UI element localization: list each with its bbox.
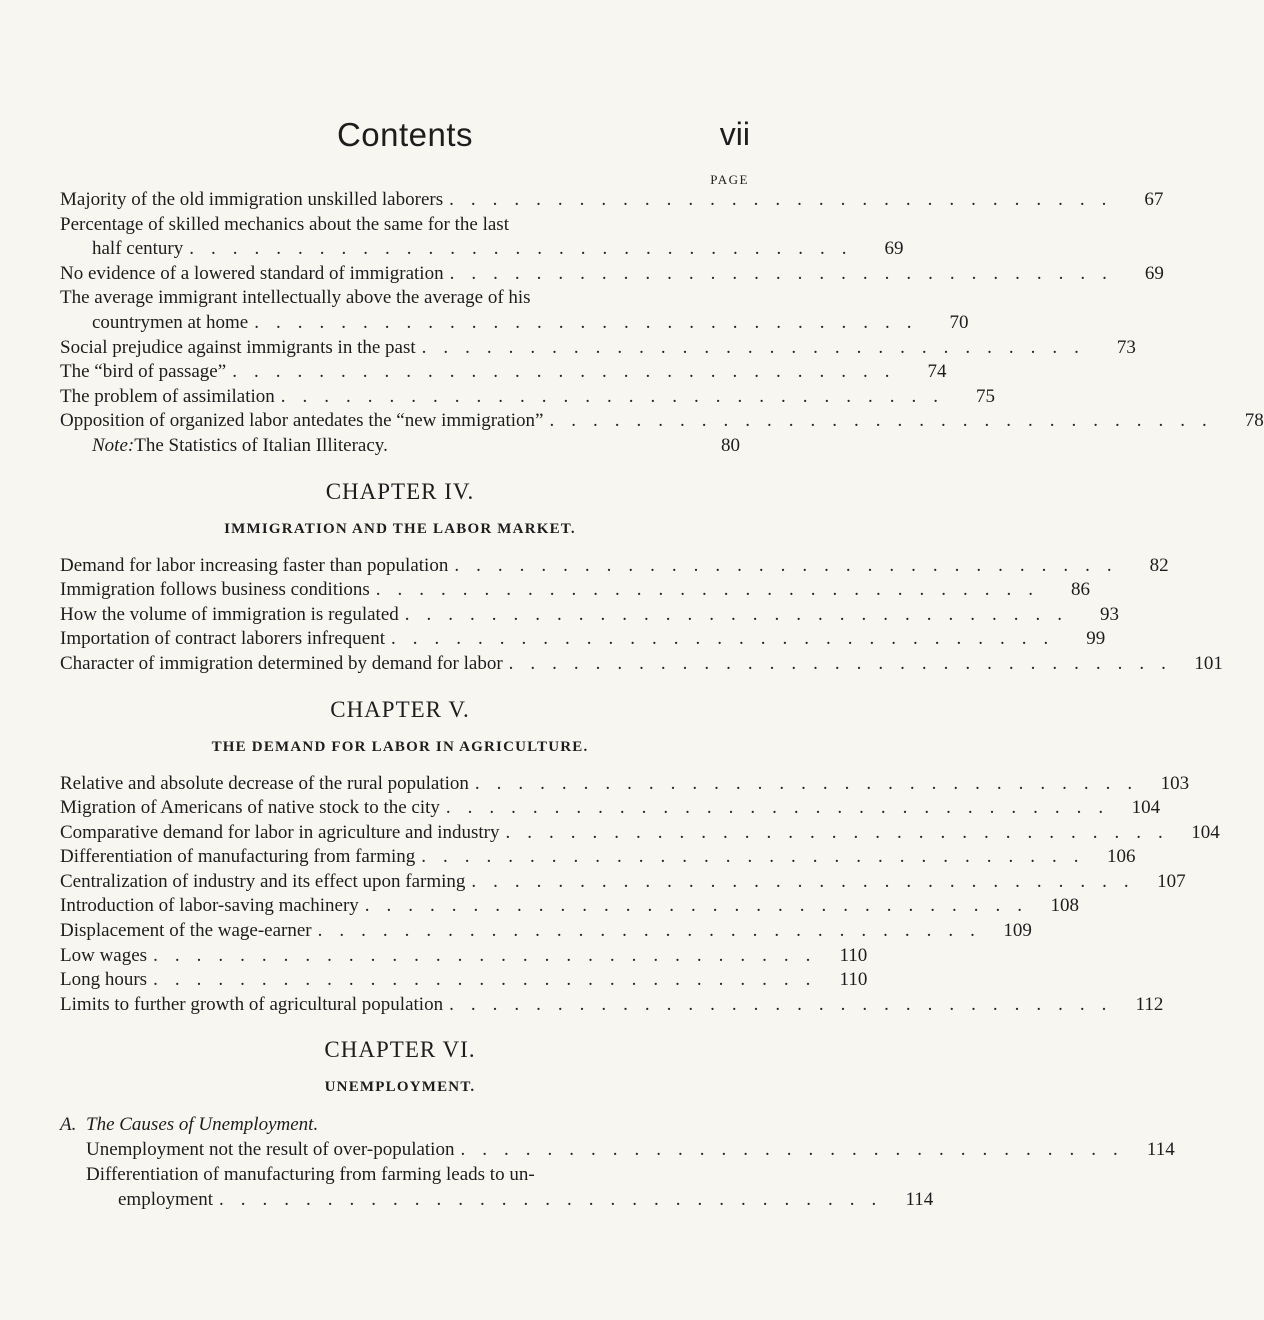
toc-entry-line bbox=[60, 286, 740, 311]
page-number: 86 bbox=[1071, 579, 1091, 601]
toc-entry-text: Character of immigration determined by demand for labor bbox=[60, 652, 503, 674]
leader-dots: ............................... bbox=[404, 603, 1080, 625]
toc-entry bbox=[60, 434, 740, 459]
toc-entry-line bbox=[86, 1138, 1175, 1163]
toc-entry-line bbox=[92, 434, 740, 459]
toc-entry bbox=[60, 944, 868, 969]
page-number: 101 bbox=[1194, 652, 1223, 674]
toc-entry-text: No evidence of a lowered standard of immigration bbox=[60, 262, 444, 284]
page-number: 114 bbox=[905, 1188, 934, 1210]
toc-entry bbox=[60, 870, 1186, 895]
toc-entry bbox=[60, 845, 1136, 870]
leader-dots: ............................... bbox=[471, 870, 1146, 892]
toc-entry-text: Opposition of organized labor antedates the “new immigration” bbox=[60, 410, 544, 432]
page-number: 103 bbox=[1160, 772, 1190, 794]
page-number: 69 bbox=[1144, 262, 1164, 284]
note-label: Note: bbox=[92, 434, 135, 456]
toc-entry-line bbox=[60, 821, 1220, 846]
toc-list-chapter-6 bbox=[60, 1138, 1175, 1212]
toc-entry-text: Centralization of industry and its effect upon farming bbox=[60, 870, 466, 892]
chapter-heading: CHAPTER IV. bbox=[325, 478, 475, 504]
toc-entry bbox=[86, 1138, 1175, 1163]
page-number: 75 bbox=[976, 385, 996, 407]
page-number: 110 bbox=[839, 969, 868, 991]
toc-entry-text: Demand for labor increasing faster than population bbox=[60, 554, 449, 576]
leader-dots: ............................... bbox=[189, 238, 864, 260]
leader-dots: ............................... bbox=[449, 189, 1124, 210]
section-heading bbox=[60, 1112, 740, 1138]
toc-entry-text: Relative and absolute decrease of the rural population bbox=[60, 772, 469, 794]
leader-dots: ............................... bbox=[549, 410, 1224, 432]
toc-entry bbox=[60, 627, 1106, 652]
toc-entry bbox=[60, 968, 868, 993]
toc-entry-text: Percentage of skilled mechanics about the same for the last bbox=[60, 213, 509, 235]
toc-entry bbox=[60, 821, 1220, 846]
toc-entry-line bbox=[60, 944, 868, 969]
toc-entry bbox=[60, 652, 1223, 677]
leader-dots: ............................... bbox=[421, 336, 1096, 358]
toc-entry bbox=[60, 919, 1032, 944]
toc-entry-text: Majority of the old immigration unskilled laborers bbox=[60, 189, 444, 210]
page-folio: vii bbox=[719, 116, 750, 152]
leader-dots: ............................... bbox=[280, 385, 956, 407]
toc-entry-line bbox=[60, 603, 1120, 628]
toc-entry-text: Migration of Americans of native stock to the city bbox=[60, 797, 440, 819]
toc-entry bbox=[60, 603, 1120, 628]
toc-entry-text: Differentiation of manufacturing from farming bbox=[60, 846, 416, 868]
toc-entry bbox=[60, 188, 1164, 213]
toc-entry-line bbox=[60, 870, 1186, 895]
leader-dots: ............................... bbox=[364, 895, 1040, 917]
leader-dots: ............................... bbox=[505, 821, 1180, 843]
toc-entry bbox=[60, 385, 996, 410]
page-number: 106 bbox=[1107, 846, 1136, 868]
leader-dots: ............................... bbox=[375, 579, 1051, 601]
toc-entry-text: The average immigrant intellectually above the average of his bbox=[60, 287, 531, 309]
toc-entry-line bbox=[60, 993, 1164, 1018]
toc-entry-line bbox=[60, 262, 1164, 287]
page-number: 78 bbox=[1244, 410, 1264, 432]
page-number: 82 bbox=[1149, 554, 1169, 576]
leader-dots: ............................... bbox=[391, 628, 1066, 650]
toc-entry-text: Comparative demand for labor in agriculture and industry bbox=[60, 821, 500, 843]
page-number: 108 bbox=[1050, 895, 1080, 917]
toc-list-chapter-4 bbox=[60, 554, 1223, 677]
section-title: The Causes of Unemployment. bbox=[86, 1114, 319, 1136]
toc-entry-line bbox=[86, 1188, 934, 1213]
toc-entry-text: Immigration follows business conditions bbox=[60, 579, 370, 601]
page-number: 109 bbox=[1003, 920, 1032, 942]
page-number: 70 bbox=[949, 311, 969, 333]
toc-entry-text: Importation of contract laborers infrequent bbox=[60, 628, 385, 650]
chapter-subtitle: UNEMPLOYMENT. bbox=[324, 1079, 476, 1096]
toc-entry-text: half century bbox=[92, 238, 184, 260]
toc-entry-line bbox=[60, 968, 868, 993]
toc-entry-text: countrymen at home bbox=[92, 311, 249, 333]
toc-entry-line bbox=[60, 237, 904, 262]
toc-entry-line bbox=[60, 845, 1136, 870]
toc-entry-line bbox=[60, 409, 1264, 434]
page-number: 110 bbox=[839, 944, 868, 966]
toc-entry-line bbox=[60, 188, 1164, 213]
page-number: 80 bbox=[721, 434, 740, 456]
leader-dots: ............................... bbox=[254, 311, 929, 333]
toc-entry-text: Displacement of the wage-earner bbox=[60, 920, 312, 942]
leader-dots: ............................... bbox=[508, 652, 1183, 674]
leader-dots: ............................... bbox=[421, 846, 1096, 868]
page-number: 99 bbox=[1086, 628, 1106, 650]
page-number: 104 bbox=[1191, 821, 1220, 843]
leader-dots: ............................... bbox=[449, 262, 1124, 284]
page-number: 93 bbox=[1100, 603, 1120, 625]
toc-entry bbox=[60, 213, 904, 262]
toc-entry-line bbox=[60, 919, 1032, 944]
page-number: 73 bbox=[1116, 336, 1136, 358]
toc-entry-line bbox=[60, 627, 1106, 652]
page-column-label: PAGE bbox=[710, 172, 749, 187]
leader-dots: ............................... bbox=[317, 920, 992, 942]
page-number: 112 bbox=[1135, 993, 1164, 1015]
toc-entry bbox=[86, 1163, 934, 1212]
toc-entry-line bbox=[60, 311, 969, 336]
toc-entry bbox=[60, 578, 1091, 603]
chapter-heading: CHAPTER VI. bbox=[324, 1037, 476, 1063]
page-number: 114 bbox=[1146, 1139, 1175, 1161]
leader-dots: ............................... bbox=[460, 1139, 1135, 1161]
section-letter: A. bbox=[60, 1114, 77, 1136]
toc-entry-text: The problem of assimilation bbox=[60, 385, 275, 407]
toc-entry-line bbox=[60, 385, 996, 410]
toc-entry bbox=[60, 360, 947, 385]
toc-entry bbox=[60, 796, 1161, 821]
page-number: 74 bbox=[927, 361, 947, 383]
toc-list-chapter-5 bbox=[60, 772, 1220, 1018]
page-number: 67 bbox=[1144, 189, 1164, 210]
toc-entry-text: employment bbox=[118, 1188, 213, 1210]
leader-dots: ............................... bbox=[153, 944, 828, 966]
page-number: 104 bbox=[1131, 797, 1161, 819]
leader-dots: ............................... bbox=[153, 969, 828, 991]
toc-entry-text: Social prejudice against immigrants in the past bbox=[60, 336, 416, 358]
toc-entry-text: Long hours bbox=[60, 969, 148, 991]
toc-entry-line bbox=[60, 213, 740, 238]
toc-entry-text: Low wages bbox=[60, 944, 148, 966]
toc-entry-line bbox=[60, 336, 1136, 361]
toc-entry bbox=[60, 554, 1169, 579]
toc-entry-line bbox=[60, 360, 947, 385]
toc-entry bbox=[60, 286, 969, 335]
toc-entry-line bbox=[86, 1163, 740, 1188]
chapter-heading: CHAPTER V. bbox=[330, 696, 470, 722]
toc-entry bbox=[60, 409, 1264, 434]
table-of-contents bbox=[60, 188, 1264, 1212]
toc-entry-line bbox=[60, 894, 1080, 919]
page-number: 69 bbox=[884, 238, 904, 260]
toc-entry-text: Limits to further growth of agricultural population bbox=[60, 993, 444, 1015]
toc-entry bbox=[60, 772, 1190, 797]
leader-dots: ............................... bbox=[474, 772, 1150, 794]
toc-entry-text: Differentiation of manufacturing from farming leads to un- bbox=[86, 1164, 535, 1186]
toc-entry-line bbox=[60, 652, 1223, 677]
toc-entry-line bbox=[60, 772, 1190, 797]
toc-entry-text: How the volume of immigration is regulated bbox=[60, 603, 399, 625]
leader-dots: ............................... bbox=[449, 993, 1124, 1015]
toc-entry-text: Unemployment not the result of over-population bbox=[86, 1139, 455, 1161]
toc-entry bbox=[60, 993, 1164, 1018]
toc-entry-line bbox=[60, 554, 1169, 579]
toc-entry bbox=[60, 336, 1136, 361]
leader-dots: ............................... bbox=[445, 797, 1121, 819]
toc-entry bbox=[60, 262, 1164, 287]
toc-entry-text: The “bird of passage” bbox=[60, 361, 227, 383]
running-header bbox=[60, 116, 750, 160]
toc-list-continued bbox=[60, 188, 1264, 459]
chapter-subtitle: IMMIGRATION AND THE LABOR MARKET. bbox=[224, 520, 576, 537]
toc-entry-line bbox=[60, 796, 1161, 821]
leader-dots: ............................... bbox=[218, 1188, 894, 1210]
toc-entry bbox=[60, 894, 1080, 919]
page-number: 107 bbox=[1157, 870, 1186, 892]
toc-entry-line bbox=[60, 578, 1091, 603]
leader-dots: ............................... bbox=[454, 554, 1129, 576]
leader-dots: ............................... bbox=[232, 361, 907, 383]
toc-entry-text: Introduction of labor-saving machinery bbox=[60, 895, 359, 917]
toc-entry-text: The Statistics of Italian Illiteracy. bbox=[134, 434, 388, 456]
page-title: Contents bbox=[336, 116, 474, 153]
chapter-subtitle: THE DEMAND FOR LABOR IN AGRICULTURE. bbox=[211, 738, 589, 755]
